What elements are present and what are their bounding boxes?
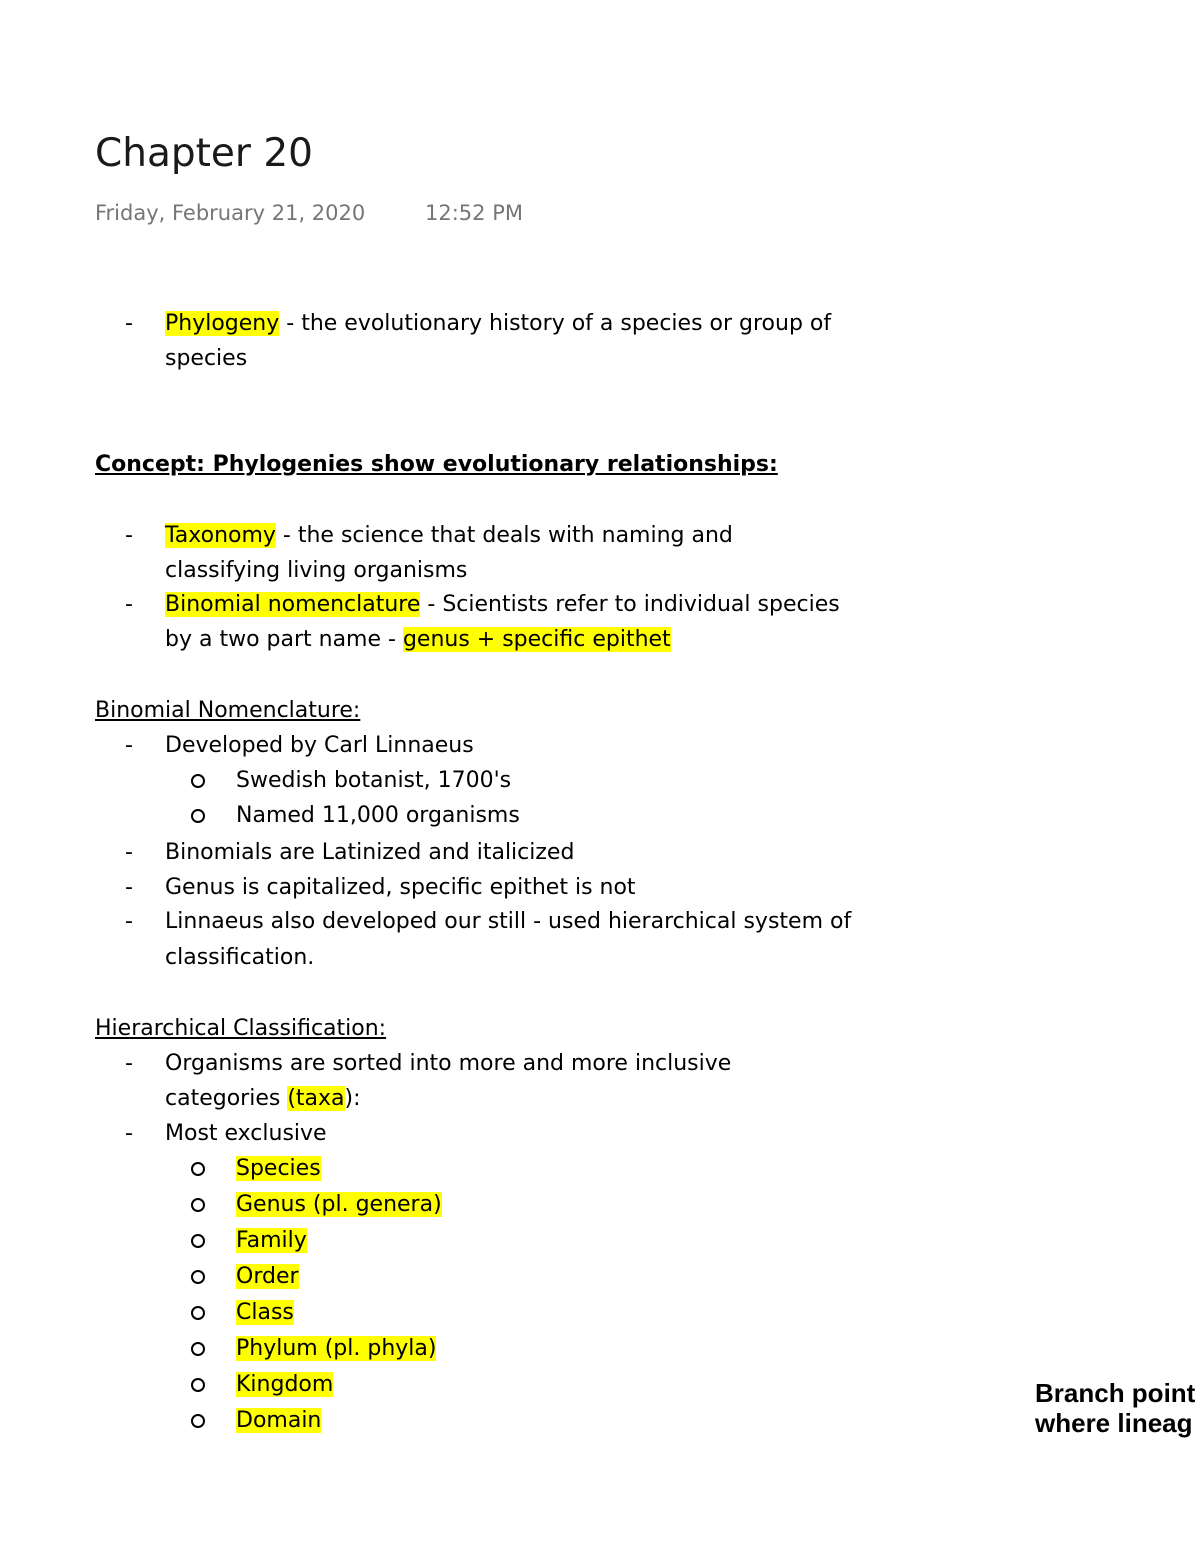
bullet-circle-icon bbox=[191, 809, 205, 823]
binomial-section-heading: Binomial Nomenclature: bbox=[95, 698, 361, 723]
list-item: Most exclusive bbox=[165, 1121, 327, 1146]
bullet-dash: - bbox=[125, 733, 133, 758]
list-item-taxonomy bbox=[165, 521, 733, 551]
rank-item bbox=[236, 1226, 307, 1256]
list-item-binomial bbox=[165, 590, 840, 620]
taxa-highlight: (taxa bbox=[287, 1086, 345, 1111]
bullet-circle-icon bbox=[191, 1342, 205, 1356]
list-item-cont: classification. bbox=[165, 945, 315, 970]
page-date: Friday, February 21, 2020 bbox=[95, 201, 366, 225]
list-item: Organisms are sorted into more and more inclusive bbox=[165, 1051, 732, 1076]
bullet-circle-icon bbox=[191, 1162, 205, 1176]
page-title: Chapter 20 bbox=[95, 131, 313, 176]
binomial-highlight: genus + specific epithet bbox=[402, 627, 671, 652]
rank-label: Species bbox=[236, 1156, 321, 1181]
bullet-circle-icon bbox=[191, 1270, 205, 1284]
bullet-dash: - bbox=[125, 311, 133, 336]
rank-label: Kingdom bbox=[236, 1372, 334, 1397]
concept-heading: Concept: Phylogenies show evolutionary relationships: bbox=[95, 452, 778, 477]
taxonomy-definition-cont: classifying living organisms bbox=[165, 558, 468, 583]
binomial-definition-text: by a two part name - bbox=[165, 627, 403, 652]
rank-item bbox=[236, 1334, 436, 1364]
bullet-circle-icon bbox=[191, 1306, 205, 1320]
phylogeny-definition: - the evolutionary history of a species or group of bbox=[279, 311, 832, 336]
figure-label-line2: where lineag bbox=[1035, 1408, 1193, 1438]
sub-list-item: Named 11,000 organisms bbox=[236, 803, 520, 828]
rank-label: Class bbox=[236, 1300, 294, 1325]
bullet-dash: - bbox=[125, 909, 133, 934]
rank-item bbox=[236, 1262, 299, 1292]
categories-end: ): bbox=[344, 1086, 361, 1111]
page-meta bbox=[95, 199, 523, 227]
term-binomial-nomenclature: Binomial nomenclature bbox=[165, 592, 421, 617]
bullet-circle-icon bbox=[191, 774, 205, 788]
categories-text: categories bbox=[165, 1086, 288, 1111]
rank-label: Family bbox=[236, 1228, 307, 1253]
bullet-circle-icon bbox=[191, 1414, 205, 1428]
rank-item bbox=[236, 1298, 294, 1328]
bullet-dash: - bbox=[125, 1121, 133, 1146]
bullet-circle-icon bbox=[191, 1234, 205, 1248]
embedded-figure-label bbox=[1035, 1378, 1195, 1438]
figure-label-line1: Branch point bbox=[1035, 1378, 1196, 1408]
rank-label: Phylum (pl. phyla) bbox=[236, 1336, 437, 1361]
binomial-definition-cont bbox=[165, 625, 671, 655]
binomial-definition: - Scientists refer to individual species bbox=[420, 592, 840, 617]
bullet-dash: - bbox=[125, 840, 133, 865]
rank-item bbox=[236, 1190, 442, 1220]
list-item-cont bbox=[165, 1084, 361, 1114]
rank-label: Order bbox=[236, 1264, 299, 1289]
list-item: Linnaeus also developed our still - used hierarchical system of bbox=[165, 909, 852, 934]
rank-label: Genus (pl. genera) bbox=[236, 1192, 442, 1217]
hierarchy-section-heading: Hierarchical Classification: bbox=[95, 1016, 387, 1041]
sub-list-item: Swedish botanist, 1700's bbox=[236, 768, 512, 793]
phylogeny-definition-cont: species bbox=[165, 346, 248, 371]
list-item: Binomials are Latinized and italicized bbox=[165, 840, 575, 865]
bullet-circle-icon bbox=[191, 1198, 205, 1212]
term-phylogeny: Phylogeny bbox=[165, 311, 280, 336]
rank-item bbox=[236, 1406, 321, 1436]
list-item: Genus is capitalized, specific epithet is not bbox=[165, 875, 636, 900]
rank-item bbox=[236, 1370, 333, 1400]
rank-label: Domain bbox=[236, 1408, 322, 1433]
term-taxonomy: Taxonomy bbox=[165, 523, 276, 548]
bullet-dash: - bbox=[125, 1051, 133, 1076]
list-item: Developed by Carl Linnaeus bbox=[165, 733, 474, 758]
bullet-dash: - bbox=[125, 875, 133, 900]
page-time: 12:52 PM bbox=[425, 201, 523, 225]
taxonomy-definition: - the science that deals with naming and bbox=[275, 523, 733, 548]
bullet-dash: - bbox=[125, 523, 133, 548]
list-item-phylogeny bbox=[165, 309, 831, 339]
bullet-dash: - bbox=[125, 592, 133, 617]
rank-item bbox=[236, 1154, 321, 1184]
bullet-circle-icon bbox=[191, 1378, 205, 1392]
